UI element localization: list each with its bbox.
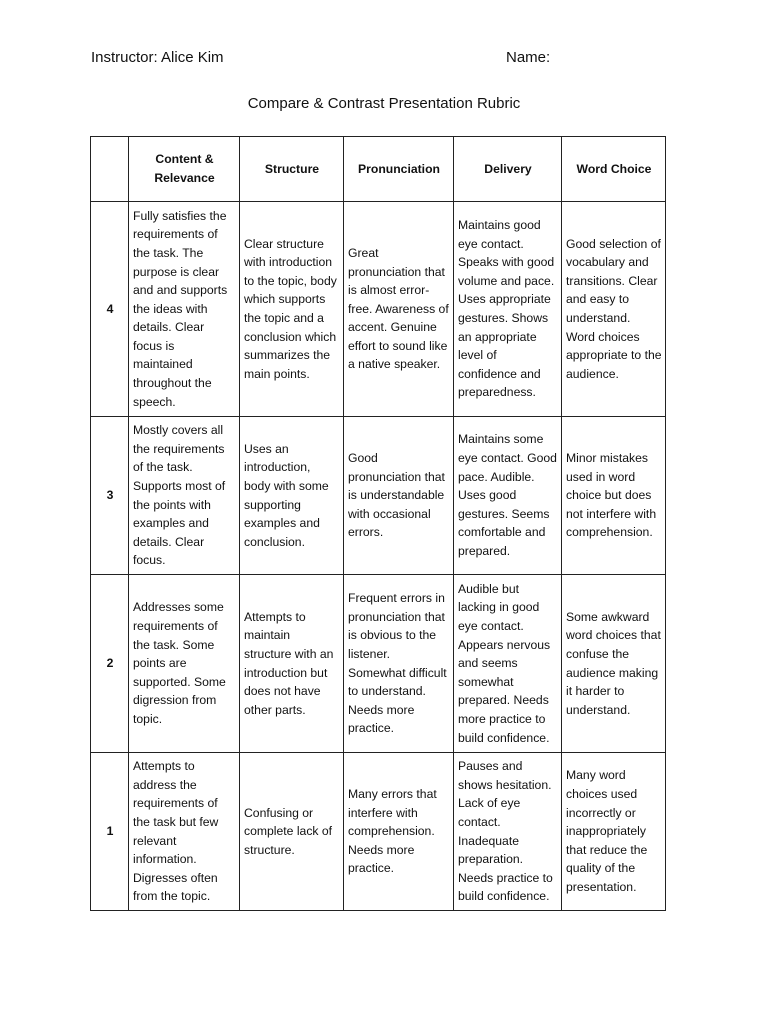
structure-cell: Uses an introduction, body with some supporting examples and conclusion. xyxy=(240,417,344,575)
delivery-cell: Maintains some eye contact. Good pace. Audible. Uses good gestures. Seems comfortable and prepared. xyxy=(454,417,562,575)
pronunciation-column-header: Pronunciation xyxy=(344,137,454,202)
content-relevance-cell: Attempts to address the requirements of the task but few relevant information. Digresses often from the topic. xyxy=(129,753,240,911)
word-choice-cell: Some awkward word choices that confuse the audience making it harder to understand. xyxy=(562,575,666,753)
content-relevance-column-header: Content & Relevance xyxy=(129,137,240,202)
content-relevance-cell: Fully satisfies the requirements of the task. The purpose is clear and and supports the ideas with details. Clear focus is maintained throughout the speech. xyxy=(129,202,240,417)
word-choice-cell: Minor mistakes used in word choice but does not interfere with comprehension. xyxy=(562,417,666,575)
structure-cell: Attempts to maintain structure with an introduction but does not have other parts. xyxy=(240,575,344,753)
pronunciation-cell: Frequent errors in pronunciation that is obvious to the listener. Somewhat difficult to understand. Needs more practice. xyxy=(344,575,454,753)
word-choice-column-header: Word Choice xyxy=(562,137,666,202)
student-name-label: Name: xyxy=(506,49,551,66)
delivery-cell: Maintains good eye contact. Speaks with good volume and pace. Uses appropriate gestures. Shows an appropriate level of confidence and preparedness. xyxy=(454,202,562,417)
score-cell: 1 xyxy=(91,753,129,911)
rubric-header-row xyxy=(91,137,666,202)
content-relevance-cell: Mostly covers all the requirements of the task. Supports most of the points with examples and details. Clear focus. xyxy=(129,417,240,575)
table-row xyxy=(91,202,666,417)
structure-column-header: Structure xyxy=(240,137,344,202)
table-row xyxy=(91,575,666,753)
pronunciation-cell: Good pronunciation that is understandable with occasional errors. xyxy=(344,417,454,575)
score-column-header xyxy=(91,137,129,202)
structure-cell: Confusing or complete lack of structure. xyxy=(240,753,344,911)
document-title: Compare & Contrast Presentation Rubric xyxy=(247,95,521,112)
delivery-cell: Pauses and shows hesitation. Lack of eye contact. Inadequate preparation. Needs practice to build confidence. xyxy=(454,753,562,911)
pronunciation-cell: Many errors that interfere with comprehension. Needs more practice. xyxy=(344,753,454,911)
instructor-label: Instructor: Alice Kim xyxy=(91,49,224,66)
score-cell: 4 xyxy=(91,202,129,417)
score-cell: 3 xyxy=(91,417,129,575)
structure-cell: Clear structure with introduction to the topic, body which supports the topic and a conclusion which summarizes the main points. xyxy=(240,202,344,417)
content-relevance-cell: Addresses some requirements of the task. Some points are supported. Some digression from topic. xyxy=(129,575,240,753)
word-choice-cell: Many word choices used incorrectly or inappropriately that reduce the quality of the presentation. xyxy=(562,753,666,911)
table-row xyxy=(91,753,666,911)
score-cell: 2 xyxy=(91,575,129,753)
table-row xyxy=(91,417,666,575)
word-choice-cell: Good selection of vocabulary and transitions. Clear and easy to understand. Word choices appropriate to the audience. xyxy=(562,202,666,417)
delivery-column-header: Delivery xyxy=(454,137,562,202)
pronunciation-cell: Great pronunciation that is almost error-free. Awareness of accent. Genuine effort to sound like a native speaker. xyxy=(344,202,454,417)
document-header xyxy=(91,49,681,69)
rubric-table xyxy=(90,136,666,911)
delivery-cell: Audible but lacking in good eye contact. Appears nervous and seems somewhat prepared. Needs more practice to build confidence. xyxy=(454,575,562,753)
